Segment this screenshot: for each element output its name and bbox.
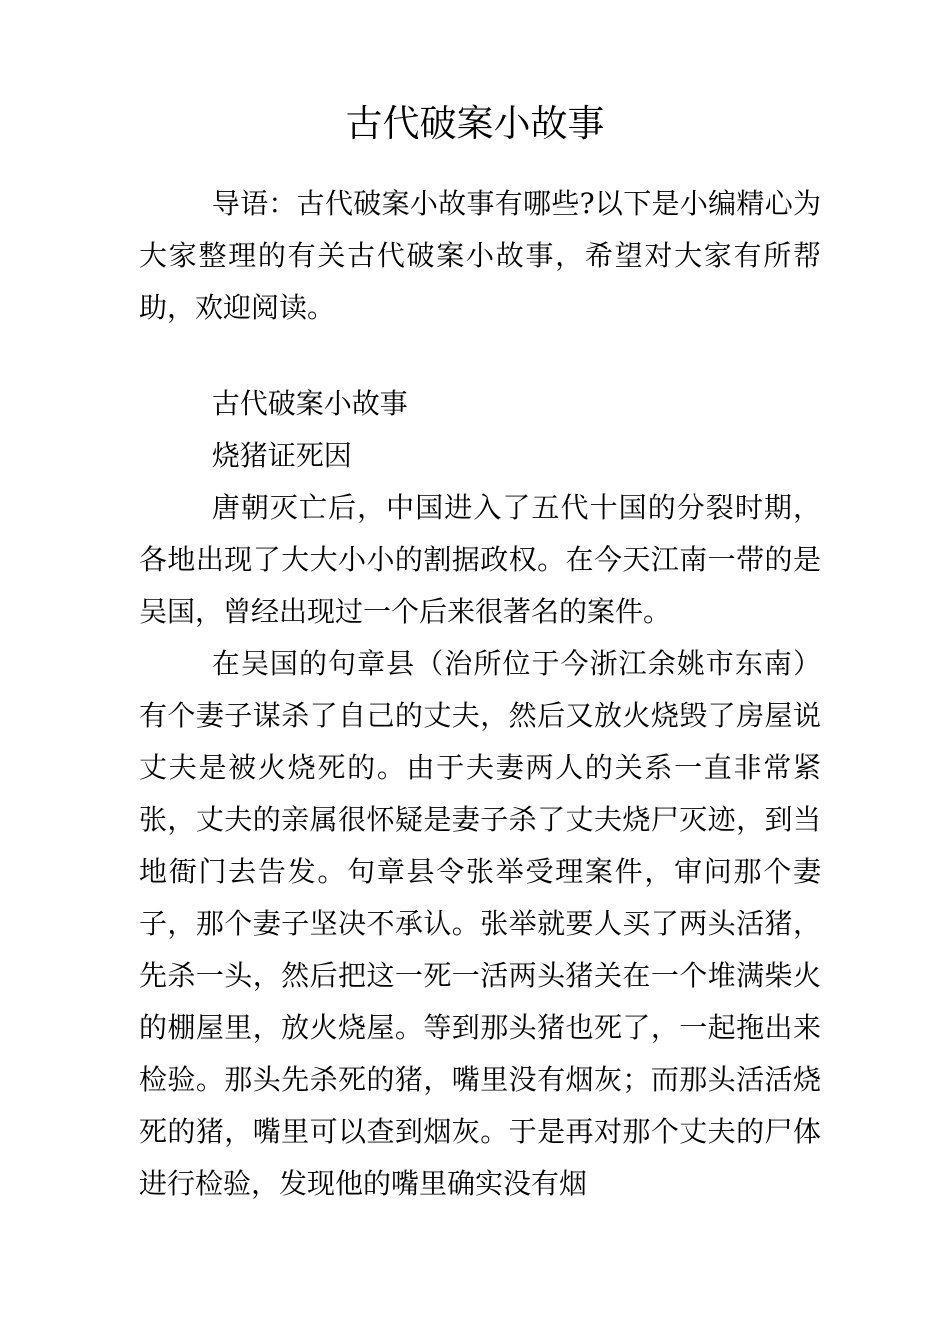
body-paragraph-2: 在吴国的句章县（治所位于今浙江余姚市东南）有个妻子谋杀了自己的丈夫，然后又放火烧毁了房屋说丈夫是被火烧死的。由于夫妻两人的关系一直非常紧张，丈夫的亲属很怀疑是妻子杀了丈夫烧尸灭迹，到当地衙门去告发。句章县令张举受理案件，审问那个妻子，那个妻子坚决不承认。张举就要人买了两头活猪，先杀一头，然后把这一死一活两头猪关在一个堆满柴火的棚屋里，放火烧屋。等到那头猪也死了，一起拖出来检验。那头先杀死的猪，嘴里没有烟灰；而那头活活烧死的猪，嘴里可以查到烟灰。于是再对那个丈夫的尸体进行检验，发现他的嘴里确实没有烟 (139, 647, 821, 1200)
document-body (139, 378, 821, 1210)
document-title: 古代破案小故事 (345, 102, 605, 145)
intro-paragraph: 导语：古代破案小故事有哪些?以下是小编精心为大家整理的有关古代破案小故事，希望对大家有所帮助，欢迎阅读。 (139, 187, 821, 324)
body-paragraph-1: 唐朝灭亡后，中国进入了五代十国的分裂时期，各地出现了大大小小的割据政权。在今天江南一带的是吴国，曾经出现过一个后来很著名的案件。 (139, 491, 821, 628)
section-heading: 古代破案小故事 (211, 387, 408, 420)
story-title: 烧猪证死因 (211, 439, 352, 472)
